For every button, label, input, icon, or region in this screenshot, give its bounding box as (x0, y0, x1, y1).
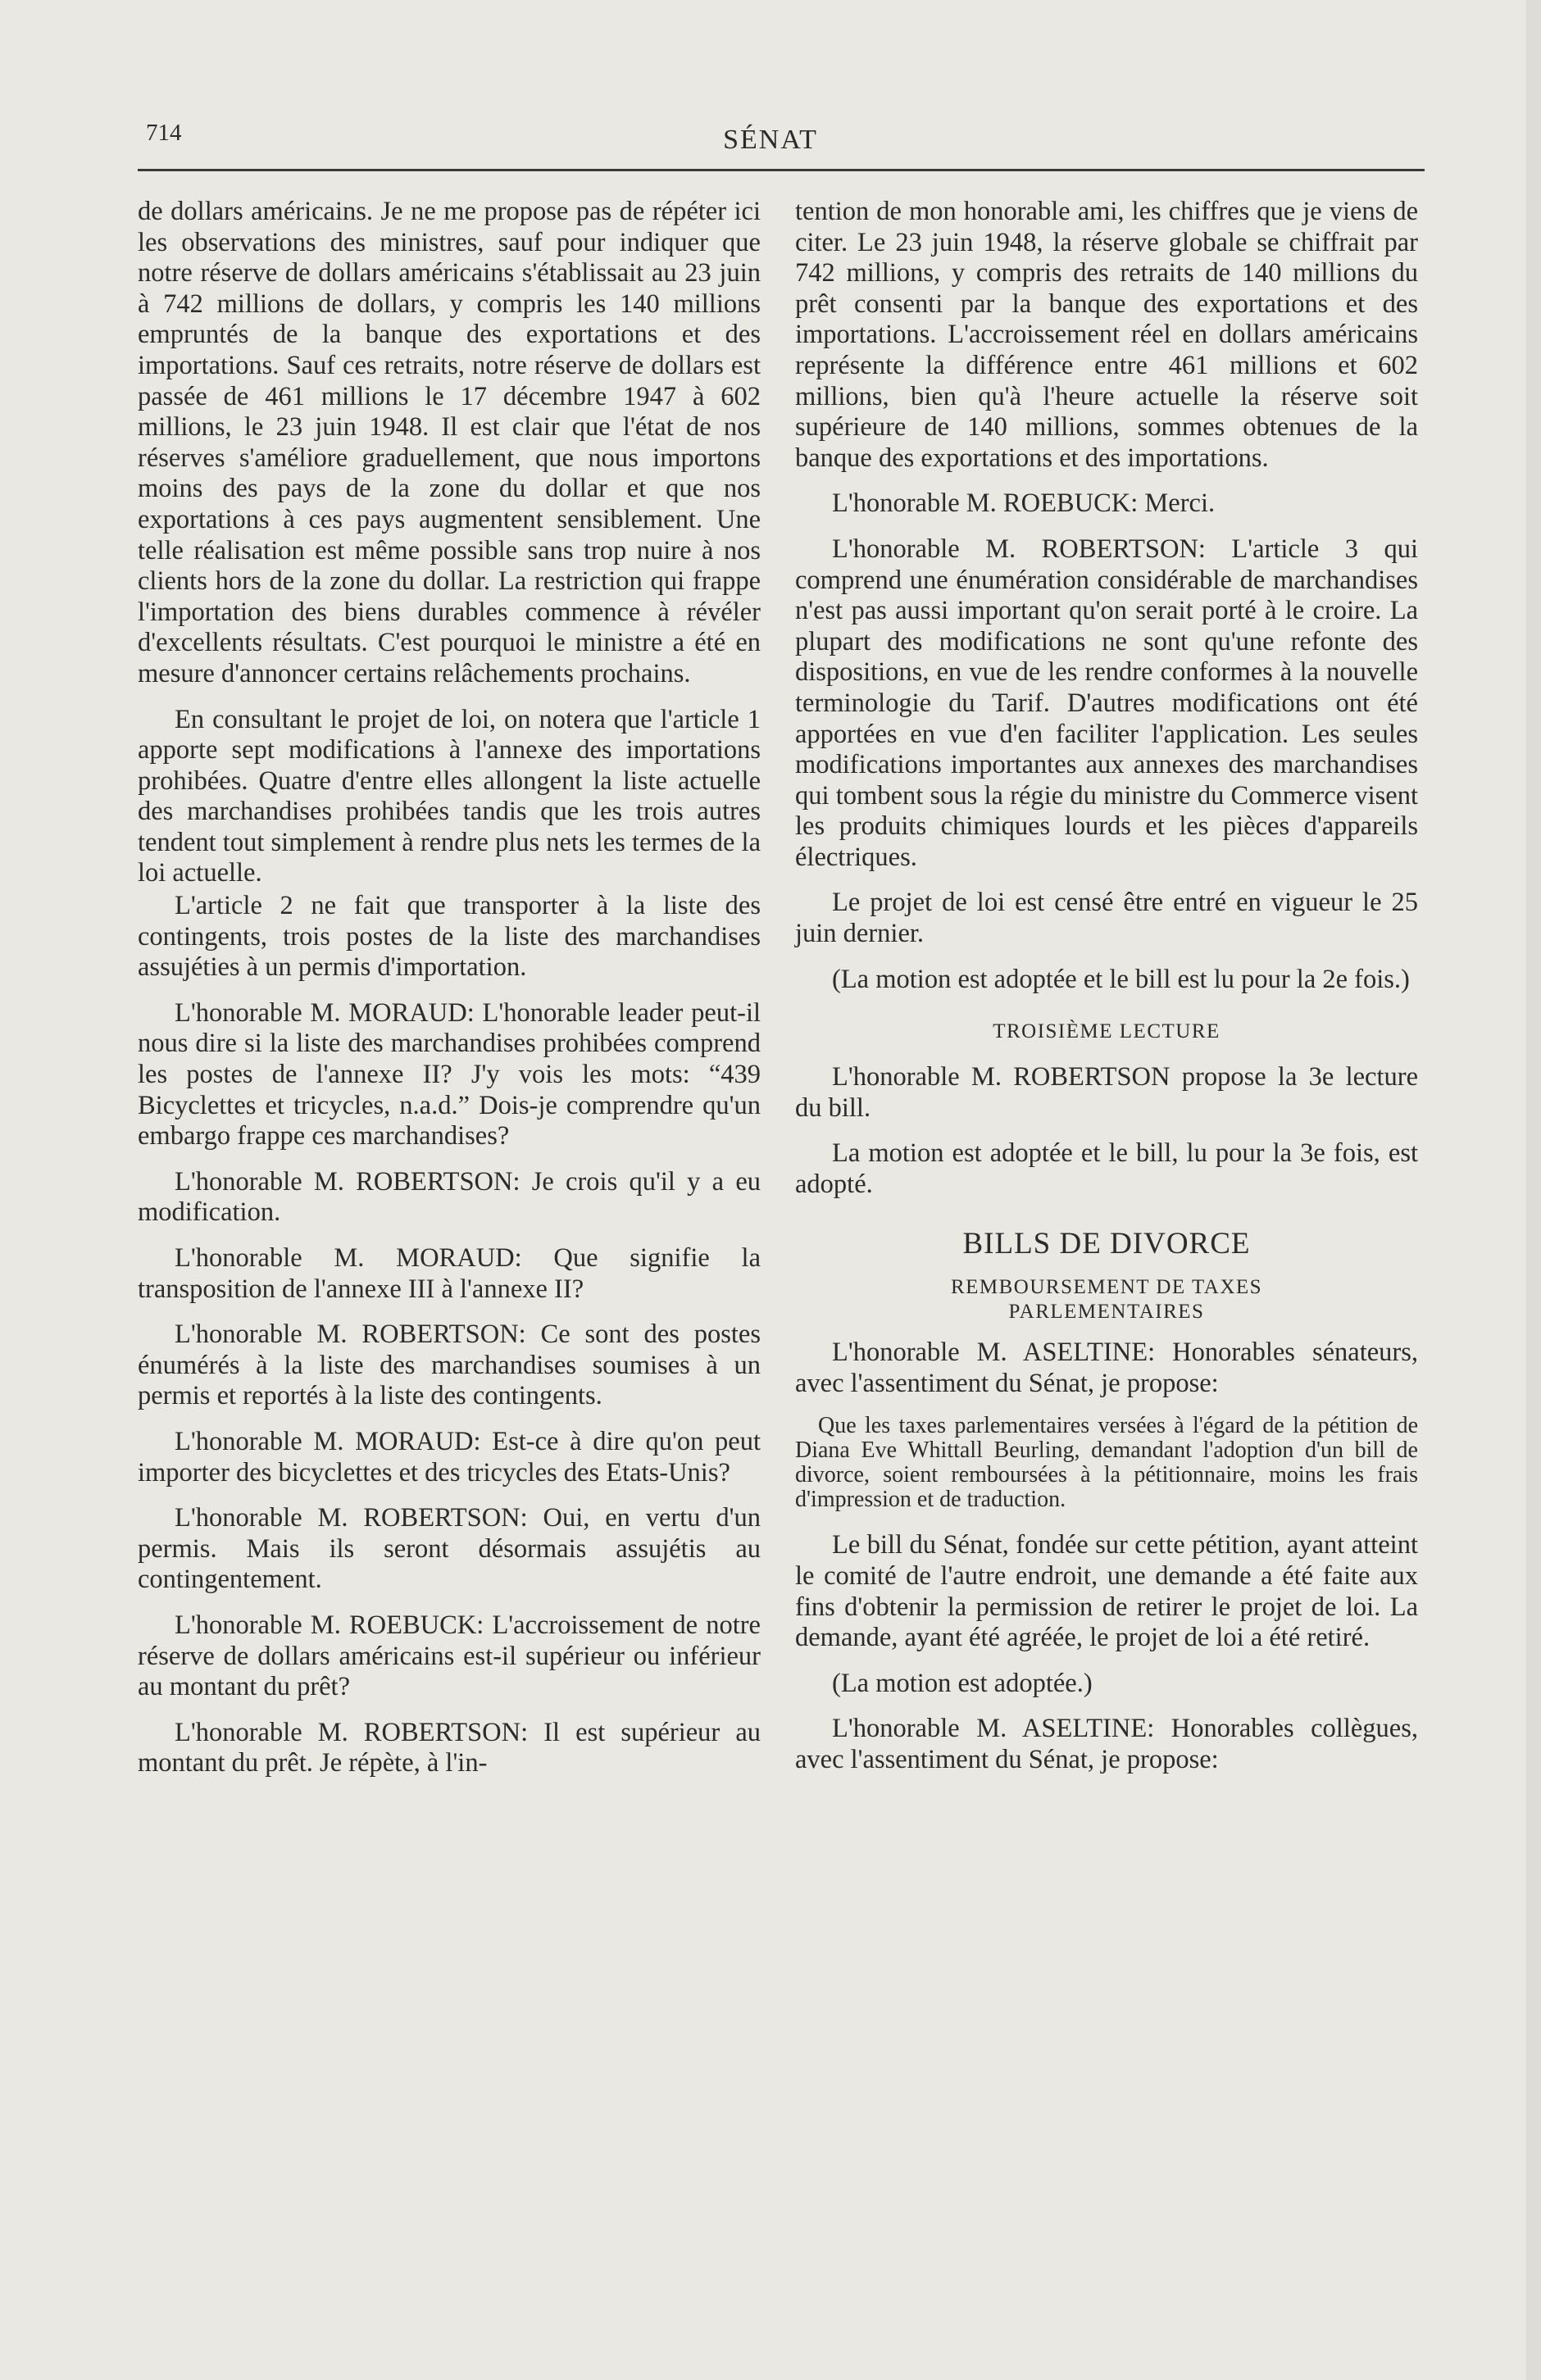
header-rule (138, 169, 1425, 171)
paragraph: de dollars américains. Je ne me propose pas de répéter ici les observations des ministres, sauf pour indiquer que notre réserve de dollars américains s'établissait au 23 juin à 742 millions de dollars, y compris les 140 millions empruntés de la banque des exportations et des importations. Sauf ces retraits, notre réserve de dollars est passée de 461 millions le 17 décembre 1947 à 602 millions, le 23 juin 1948. Il est clair que l'état de nos réserves s'améliore graduellement, que nous importons moins des pays de la zone du dollar et que nos exportations à ces pays augmentent sensiblement. Une telle réalisation est même possible sans trop nuire à nos clients hors de la zone du dollar. La restriction qui frappe l'importation des biens durables commence à révéler d'excellents résultats. C'est pourquoi le ministre a été en mesure d'annoncer certains relâchements prochains. (138, 197, 761, 688)
motion-quote: Que les taxes parlementaires versées à l'égard de la pétition de Diana Eve Whittall Beurling, demandant l'adoption d'un bill de divorce, soient remboursées à la pétitionnaire, moins les frais d'impression et de traduction. (795, 1413, 1418, 1513)
paragraph: tention de mon honorable ami, les chiffres que je viens de citer. Le 23 juin 1948, la réserve globale se chiffrait par 742 millions, y compris des retraits de 140 millions du prêt consenti par la banque des exportations et des importations. L'accroissement réel en dollars américains représente la différence entre 461 millions et 602 millions, bien qu'à l'heure actuelle la réserve soit supérieure de 140 millions, sommes obtenues de la banque des exportations et des importations. (795, 197, 1418, 473)
paragraph: Le bill du Sénat, fondée sur cette pétition, ayant atteint le comité de l'autre endroit, une demande a été faite aux fins d'obtenir la permission de retirer le projet de loi. La demande, ayant été agréée, le projet de loi a été retiré. (795, 1530, 1418, 1653)
right-column (795, 197, 1418, 1791)
section-subheading (795, 1275, 1418, 1324)
paragraph: L'honorable M. ROBERTSON propose la 3e lecture du bill. (795, 1062, 1418, 1123)
paragraph: La motion est adoptée et le bill, lu pour la 3e fois, est adopté. (795, 1138, 1418, 1200)
paragraph: L'honorable M. ROBERTSON: Oui, en vertu d'un permis. Mais ils seront désormais assujétis au contingentement. (138, 1503, 761, 1595)
scan-edge (1526, 0, 1541, 2380)
paragraph: L'honorable M. ROBERTSON: L'article 3 qui comprend une énumération considérable de marchandises n'est pas aussi important qu'on serait porté à le croire. La plupart des modifications ne sont qu'une refonte des dispositions, en vue de les rendre conformes à la nouvelle terminologie du Tarif. D'autres modifications ont été apportées en vue d'en faciliter l'application. Les seules modifications importantes aux annexes des marchandises qui tombent sous la régie du ministre du Commerce visent les produits chimiques lourds et les pièces d'appareils électriques. (795, 534, 1418, 872)
running-head: SÉNAT (723, 125, 818, 155)
section-subheading: TROISIÈME LECTURE (993, 1020, 1221, 1043)
paragraph: En consultant le projet de loi, on notera que l'article 1 apporte sept modifications à l'annexe des importations prohibées. Quatre d'entre elles allongent la liste actuelle des marchandises prohibées tandis que les trois autres tendent tout simplement à rendre plus nets les termes de la loi actuelle. (138, 704, 761, 888)
paragraph: L'honorable M. MORAUD: Est-ce à dire qu'on peut importer des bicyclettes et des tricycles des Etats-Unis? (138, 1426, 761, 1488)
left-column (138, 197, 761, 1794)
subheading-line: REMBOURSEMENT DE TAXES (950, 1276, 1263, 1299)
paragraph: L'honorable M. ASELTINE: Honorables collègues, avec l'assentiment du Sénat, je propose: (795, 1714, 1418, 1774)
section-heading: BILLS DE DIVORCE (962, 1226, 1251, 1260)
paragraph: L'honorable M. ROEBUCK: L'accroissement de notre réserve de dollars américains est-il supérieur ou inférieur au montant du prêt? (138, 1610, 761, 1702)
paragraph: L'honorable M. ASELTINE: Honorables sénateurs, avec l'assentiment du Sénat, je propose: (795, 1338, 1418, 1398)
paragraph: L'honorable M. MORAUD: L'honorable leader peut-il nous dire si la liste des marchandises prohibées comprend les postes de l'annexe II? J'y vois les mots: “439 Bicyclettes et tricycles, n.a.d.” Dois-je comprendre qu'un embargo frappe ces marchandises? (138, 997, 761, 1151)
paragraph: L'honorable M. ROBERTSON: Il est supérieur au montant du prêt. Je répète, à l'in- (138, 1717, 761, 1778)
paragraph: (La motion est adoptée et le bill est lu pour la 2e fois.) (832, 964, 1410, 994)
page-number: 714 (146, 120, 182, 146)
paragraph: L'honorable M. ROEBUCK: Merci. (832, 488, 1216, 519)
paragraph: Le projet de loi est censé être entré en vigueur le 25 juin dernier. (795, 888, 1418, 949)
paragraph: L'article 2 ne fait que transporter à la liste des contingents, trois postes de la liste des marchandises assujéties à un permis d'importation. (138, 891, 761, 983)
paragraph: L'honorable M. ROBERTSON: Je crois qu'il y a eu modification. (138, 1166, 761, 1228)
paragraph: (La motion est adoptée.) (832, 1668, 1093, 1698)
paragraph: L'honorable M. ROBERTSON: Ce sont des postes énumérés à la liste des marchandises soumises à un permis et reportés à la liste des contingents. (138, 1319, 761, 1411)
subheading-line: PARLEMENTAIRES (1008, 1301, 1205, 1324)
paragraph: L'honorable M. MORAUD: Que signifie la transposition de l'annexe III à l'annexe II? (138, 1243, 761, 1304)
